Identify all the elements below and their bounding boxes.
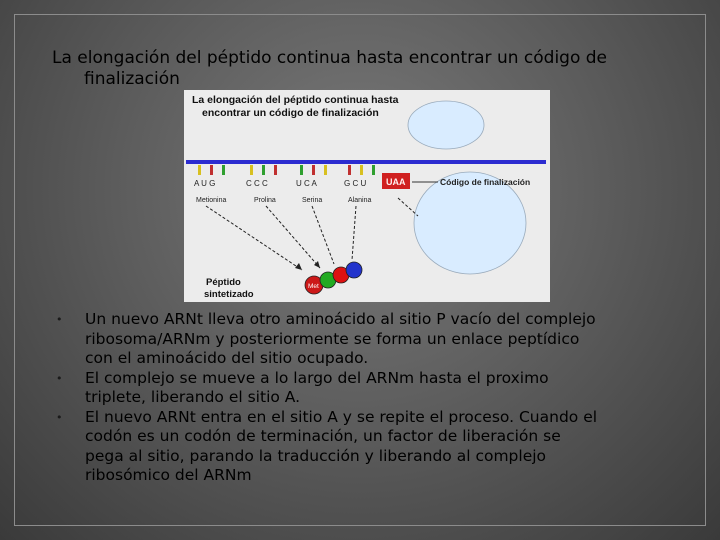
aa-ball-4 (346, 262, 362, 278)
codon-label: U C A (296, 179, 317, 188)
bullet-line: El complejo se mueve a lo largo del ARNm hasta el proximo (85, 368, 549, 387)
title-line-2: finalización (84, 69, 180, 89)
bullet-line: triplete, liberando el sitio A. (85, 388, 301, 406)
translation-figure (184, 90, 550, 302)
amino-acid-label: Metionina (196, 197, 227, 204)
flow-arrows (206, 198, 418, 270)
figure-header-line-1: La elongación del péptido continua hasta (192, 94, 399, 106)
met-label: Met (308, 283, 319, 290)
bullet-line: ribosómico del ARNm (85, 466, 252, 484)
bullet-line: con el aminoácido del sitio ocupado. (85, 349, 369, 367)
bullet-list (52, 310, 692, 486)
bullet-line: codón es un codón de terminación, un factor de liberación se (85, 427, 561, 445)
bullet-line: Un nuevo ARNt lleva otro aminoácido al sitio P vacío del complejo (85, 310, 596, 328)
stop-codon-caption: Código de finalización (440, 177, 531, 187)
figure-header-line-2: encontrar un código de finalización (202, 107, 379, 119)
bullet-line: ribosoma/ARNm y posteriormente se forma un enlace peptídico (85, 329, 580, 348)
mrna-strand (186, 160, 546, 164)
peptide-caption-line-2: sintetizado (204, 289, 254, 300)
release-factor-bubble (414, 172, 526, 274)
arrow-head (295, 263, 302, 270)
bullet-line: El nuevo ARNt entra en el sitio A y se repite el proceso. Cuando el (85, 407, 598, 426)
trna-group-4 (348, 165, 375, 175)
top-bubble (408, 101, 484, 149)
trna-group-2 (250, 165, 277, 175)
codon-label: G C U (344, 179, 367, 188)
bullet-dot-icon: • (56, 371, 63, 385)
trna-group-1 (198, 165, 225, 175)
amino-acid-label: Alanina (348, 197, 372, 204)
bullet-dot-icon: • (56, 410, 63, 424)
bullet-item (52, 369, 692, 408)
amino-acid-label: Prolina (254, 197, 276, 204)
bullet-dot-icon: • (56, 313, 63, 326)
codon-label: C C C (246, 179, 268, 188)
translation-diagram (184, 90, 550, 302)
stop-codon-label: UAA (386, 177, 406, 187)
codon-label: A U G (194, 179, 216, 188)
trna-group-3 (300, 165, 327, 175)
amino-acid-label: Serina (302, 197, 323, 204)
bullet-item (52, 408, 692, 486)
slide-title (52, 48, 662, 90)
bullet-item (52, 310, 692, 369)
title-line-1: La elongación del péptido continua hasta encontrar un código de (52, 48, 608, 68)
arrow-head (314, 261, 320, 268)
bullet-line: pega al sitio, parando la traducción y liberando al complejo (85, 446, 547, 465)
peptide-caption-line-1: Péptido (206, 277, 241, 288)
